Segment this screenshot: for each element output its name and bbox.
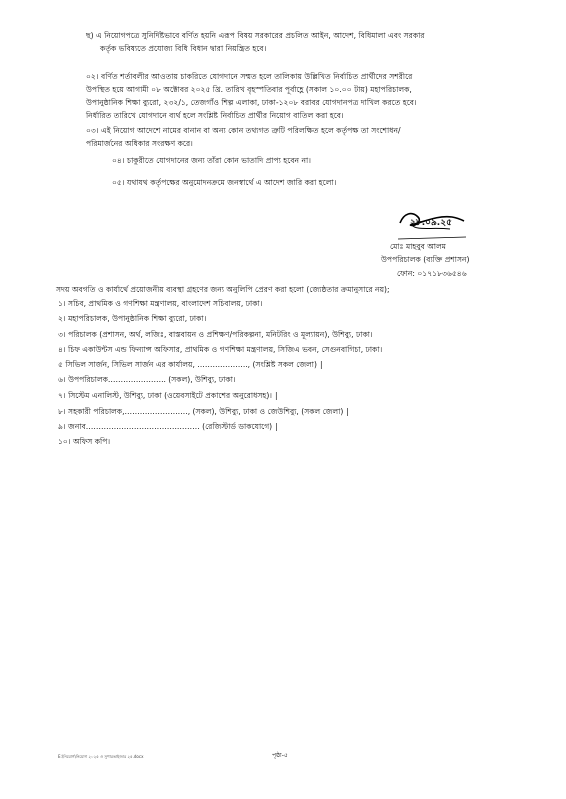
margin-bar: |	[275, 391, 278, 400]
signer-phone: ফোন: ০১৭১৮৩৬৫৪৬	[397, 269, 467, 278]
margin-bar: |	[346, 407, 349, 416]
item-02-line4: নির্ধারিত তারিখে যোগদানে ব্যর্থ হলে সংশ্লিষ্ট নির্বাচিত প্রার্থীর নিয়োগ বাতিল করা হবে।	[86, 111, 344, 120]
copy-item-8	[58, 406, 349, 417]
copy-item-9-text: ৯। জনাব……………………………………… (রেজিস্টার্ড ডাকযোগে)	[58, 422, 273, 431]
item-02-line2: উপস্থিত হয়ে আগামী ০৮ অক্টোবর ২০২৫ খ্রি. তারিখ বৃহস্পতিবার পূর্বাহ্ণে (সকাল ১০.০০ টায়) মহাপরিচালক,	[86, 85, 412, 94]
file-path-note: E:\নিয়োগ\নিয়োগ ২০২৫ ও সুপারভাইজার ২৫.docx	[58, 754, 144, 759]
copy-item-10: ১০। অফিস কপি।	[58, 437, 111, 446]
item-05: ০৫। যথাযথ কর্তৃপক্ষের অনুমোদনক্রমে জনস্বার্থে এ আদেশ জারি করা হলো।	[112, 178, 337, 187]
item-02-line1: ০২। বর্ণিত শর্তাবলীর আওতায় চাকরিতে যোগদানে সম্মত হলে তালিকায় উল্লিখিত নির্বাচিত প্রার্থীদের সশরীরে	[86, 72, 413, 81]
copy-item-5	[58, 359, 323, 370]
copy-item-9	[58, 421, 278, 432]
copy-item-7	[58, 390, 278, 401]
copy-item-8-text: ৮। সহকারী পরিচালক,……………………., (সকল), উশিব্যু, ঢাকা ও জেউশিব্যু, (সকল জেলা)	[58, 407, 344, 416]
copy-item-1: ১। সচিব, প্রাথমিক ও গণশিক্ষা মন্ত্রণালয়, বাংলাদেশ সচিবালয়, ঢাকা।	[58, 299, 263, 308]
item-02-line3: উপানুষ্ঠানিক শিক্ষা ব্যুরো, ২৩২/১, তেজগাঁও শিল্প এলাকা, ঢাকা-১২০৮ বরাবর যোগদানপত্র দাখিল করতে হবে।	[86, 98, 417, 107]
copy-item-6: ৬। উপপরিচালক………………….. (সকল), উশিব্যু, ঢাকা।	[58, 375, 236, 384]
signer-designation: উপপরিচালক (ব্যক্তি প্রশাসন)	[381, 255, 470, 264]
copy-item-3: ৩। পরিচালক (প্রশাসন, অর্থ, লজিঃ, বাস্তবায়ন ও প্রশিক্ষণ/পরিকল্পনা, মনিটরিং ও মূল্যায়ন), উশিব্যু, ঢাকা।	[58, 330, 373, 339]
item-04: ০৪। চাকুরীতে যোগদানের জন্য তাঁরা কোন ভাতাদি প্রাপ্য হবেন না।	[112, 156, 311, 165]
copy-item-7-text: ৭। সিস্টেম এনালিস্ট, উশিব্যু, ঢাকা (ওয়েবসাইটে প্রকাশের অনুরোধসহ)।	[58, 391, 273, 400]
item-03-line2: পরিমার্জনের অধিকার সংরক্ষণ করে।	[86, 139, 193, 148]
signer-name: মোঃ মাহবুব আলম	[390, 242, 446, 251]
clause-g-line1: ছ) এ নিয়োগপত্রে সুনির্দিষ্টভাবে বর্ণিত হয়নি এরূপ বিষয় সরকারের প্রচলিত আইন, আদেশ, বিধিমালা এবং সরকার	[86, 31, 425, 40]
clause-g-line2: কর্তৃক ভবিষ্যতে প্রযোজ্য বিধি বিধান দ্বারা নিয়ন্ত্রিত হবে।	[100, 44, 267, 53]
copy-item-5-text: ৫ সিভিল সার্জন, সিভিল সার্জন এর কার্যালয়, ……………….., (সংশ্লিষ্ট সকল জেলা)	[58, 360, 317, 369]
copy-item-2: ২। মহাপরিচালক, উপানুষ্ঠানিক শিক্ষা ব্যুরো, ঢাকা।	[58, 314, 207, 323]
margin-bar: |	[319, 360, 323, 369]
copy-intro: সদয় অবগতি ও কার্যার্থে প্রয়োজনীয় ব্যবস্থা গ্রহণের জন্য অনুলিপি প্রেরণ করা হলো (জ্যেষ্ঠতার ক্রমানুসারে নয়);	[56, 285, 390, 294]
signature-date: ২৮.০৯.২৫	[410, 218, 452, 228]
page-number: পৃষ্ঠা-৫	[272, 752, 288, 759]
item-03-line1: ০৩। এই নিয়োগ আদেশে নামের বানান বা অন্য কোন তথ্যগত ত্রুটি পরিলক্ষিত হলে কর্তৃপক্ষ তা সংশোধন/	[86, 126, 401, 135]
copy-item-4: ৪। চিফ একাউন্টস এন্ড ফিন্যান্স অফিসার, প্রাথমিক ও গণশিক্ষা মন্ত্রণালয়, সিজিএ ভবন, সেগুনবাগিচা, ঢাকা।	[58, 345, 383, 354]
margin-bar: |	[275, 422, 278, 431]
